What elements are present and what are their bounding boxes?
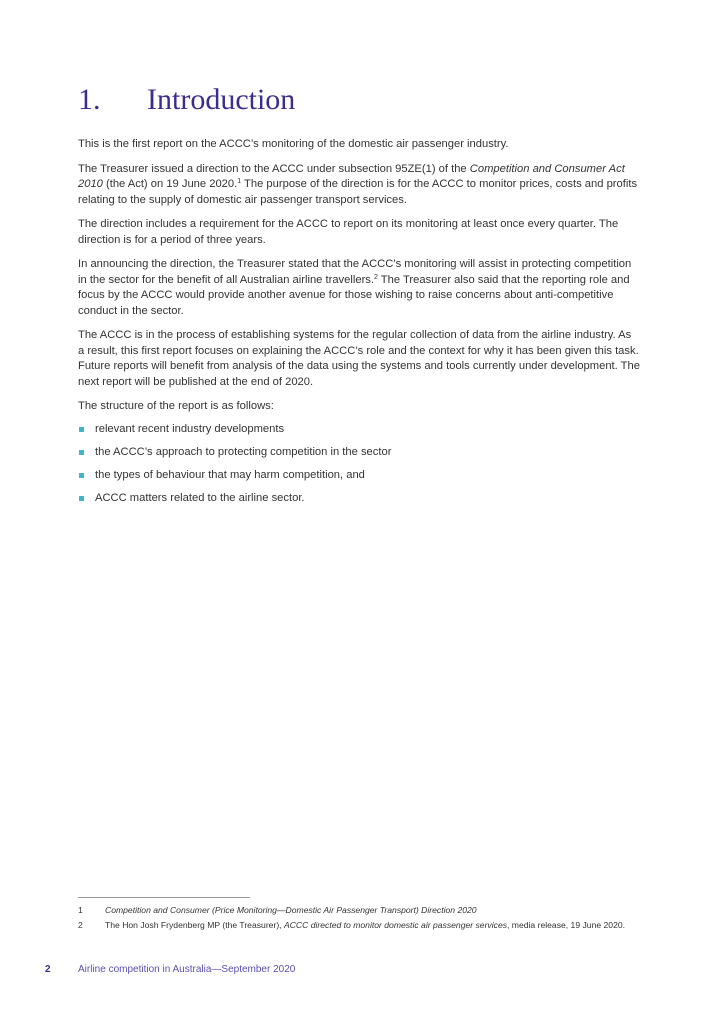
footnote-citation: Competition and Consumer (Price Monitoring—Domestic Air Passenger Transport) Direction 2020	[105, 905, 477, 915]
list-item	[78, 422, 640, 438]
footnote-text	[105, 904, 638, 916]
paragraph-text: (the Act) on 19 June 2020.	[102, 178, 238, 190]
list-item	[78, 445, 640, 461]
list-item	[78, 468, 640, 484]
footnote-ref[interactable]: 2	[374, 273, 378, 281]
page-number: 2	[45, 964, 51, 975]
footnote-number: 1	[78, 905, 83, 915]
paragraph	[78, 217, 640, 248]
act-title: Competition and Consumer Act 2010	[78, 162, 625, 190]
page-footer	[45, 963, 295, 977]
paragraph-text: The Treasurer also said that the reporting role and focus by the ACCC would provide another avenue for those wishing to raise concerns about anti-competitive conduct in the sector.	[78, 273, 630, 317]
bullet-icon	[79, 496, 84, 501]
paragraph-text: The structure of the report is as follows:	[78, 400, 274, 412]
footnote	[78, 904, 638, 916]
paragraph-text: The Treasurer issued a direction to the ACCC under subsection 95ZE(1) of the	[78, 162, 470, 175]
footnote-citation: ACCC directed to monitor domestic air passenger services	[283, 920, 508, 930]
section-heading	[78, 82, 295, 118]
footnote-prefix: The Hon Josh Frydenberg MP (the Treasurer),	[105, 920, 284, 930]
paragraph	[78, 399, 640, 415]
bullet-icon	[79, 427, 84, 432]
list-item-text: ACCC matters related to the airline sector.	[95, 491, 305, 504]
list-item-text: the types of behaviour that may harm competition, and	[95, 468, 365, 481]
paragraph-text: The purpose of the direction is for the ACCC to monitor prices, costs and profits relating to the supply of domestic air passenger transport services.	[78, 178, 638, 206]
paragraph	[78, 162, 640, 209]
footnote-text	[105, 919, 638, 931]
section-number: 1.	[78, 83, 101, 116]
paragraph-text: This is the first report on the ACCC’s monitoring of the domestic air passenger industry.	[78, 138, 509, 150]
list-item-text: the ACCC’s approach to protecting competition in the sector	[95, 445, 392, 458]
bullet-icon	[79, 450, 84, 455]
paragraph	[78, 137, 640, 153]
paragraph	[78, 257, 640, 319]
footnotes	[78, 904, 638, 934]
paragraph-text: The ACCC is in the process of establishing systems for the regular collection of data from the airline industry. As a result, this first report focuses on explaining the ACCC’s role and the context for why it has been given this task. Future reports will benefit from analysis of the data using the systems and tools currently under development. The next report will be published at the end of 2020.	[78, 329, 640, 388]
paragraph	[78, 328, 640, 390]
running-title: Airline competition in Australia—September 2020	[78, 964, 296, 975]
footnote-tail: , media release, 19 June 2020.	[507, 920, 626, 930]
body-text	[78, 137, 640, 514]
footnote-divider	[78, 897, 250, 898]
footnote-ref[interactable]: 1	[237, 178, 242, 185]
list-item-text: relevant recent industry developments	[95, 422, 285, 435]
paragraph-text: In announcing the direction, the Treasurer stated that the ACCC’s monitoring will assist in protecting competition in the sector for the benefit of all Australian airline travellers.	[78, 258, 632, 286]
footnote	[78, 919, 638, 931]
bullet-icon	[79, 473, 84, 478]
paragraph-text: The direction includes a requirement for the ACCC to report on its monitoring at least once every quarter. The direction is for a period of three years.	[78, 218, 619, 246]
bullet-list	[78, 422, 640, 507]
list-item	[78, 491, 640, 507]
footnote-number: 2	[78, 920, 83, 930]
section-title: Introduction	[147, 83, 296, 116]
